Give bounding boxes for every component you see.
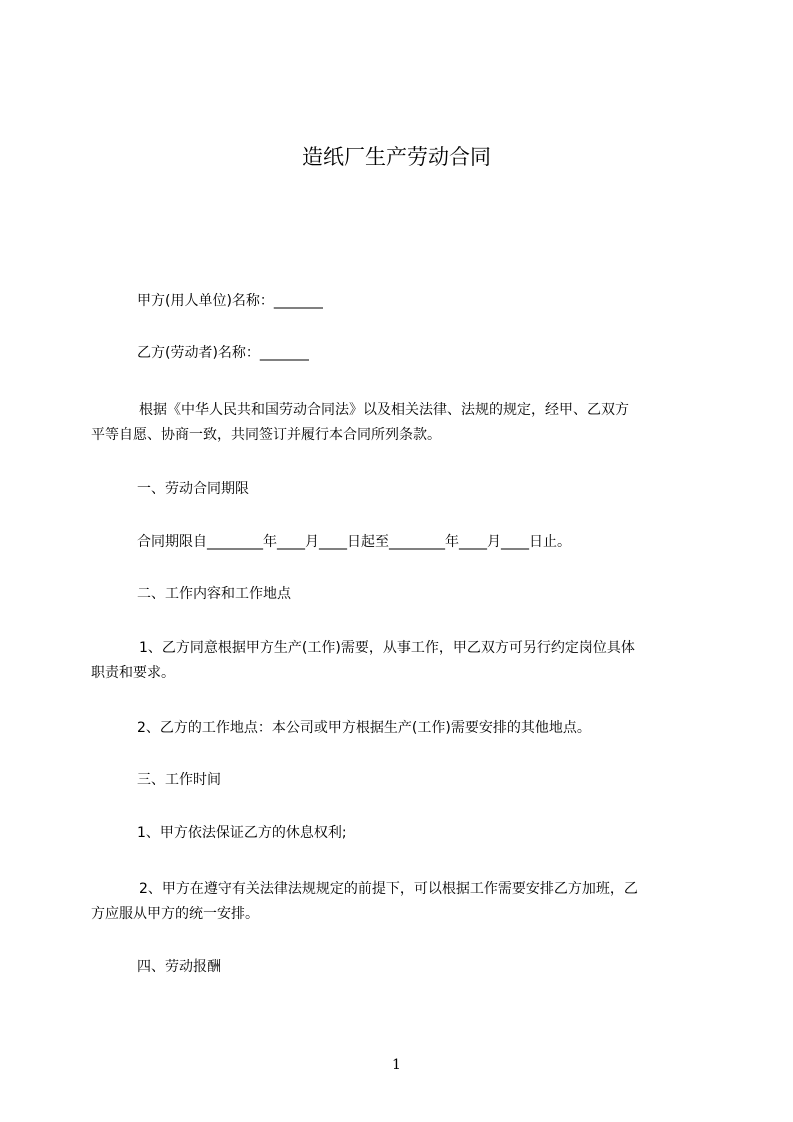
section-2-heading: 二、工作内容和工作地点 [137,586,291,602]
preamble-line-1: 根据《中华人民共和国劳动合同法》以及相关法律、法规的规定，经甲、乙双方 [139,402,629,418]
section-3-heading: 三、工作时间 [137,772,221,788]
party-a-name: 甲方(用人单位)名称：_______ [137,293,323,309]
party-b-name: 乙方(劳动者)名称：_______ [137,345,309,361]
preamble-line-2: 平等自愿、协商一致，共同签订并履行本合同所列条款。 [91,427,441,443]
clause-3-1: 1、甲方依法保证乙方的休息权利; [137,825,347,841]
section-4-heading: 四、劳动报酬 [137,959,221,975]
page-number: 1 [392,1057,401,1073]
clause-3-2-line-2: 方应服从甲方的统一安排。 [91,906,259,922]
contract-term-line: 合同期限自________年____月____日起至________年____月____日止。 [137,534,571,550]
clause-3-2-line-1: 2、甲方在遵守有关法律法规规定的前提下，可以根据工作需要安排乙方加班，乙 [139,881,638,897]
clause-2-2: 2、乙方的工作地点：本公司或甲方根据生产(工作)需要安排的其他地点。 [137,720,591,736]
document-title: 造纸厂生产劳动合同 [302,145,491,169]
clause-2-1-line-2: 职责和要求。 [91,665,175,681]
section-1-heading: 一、劳动合同期限 [137,481,249,497]
clause-2-1-line-1: 1、乙方同意根据甲方生产(工作)需要，从事工作，甲乙双方可另行约定岗位具体 [139,640,635,656]
